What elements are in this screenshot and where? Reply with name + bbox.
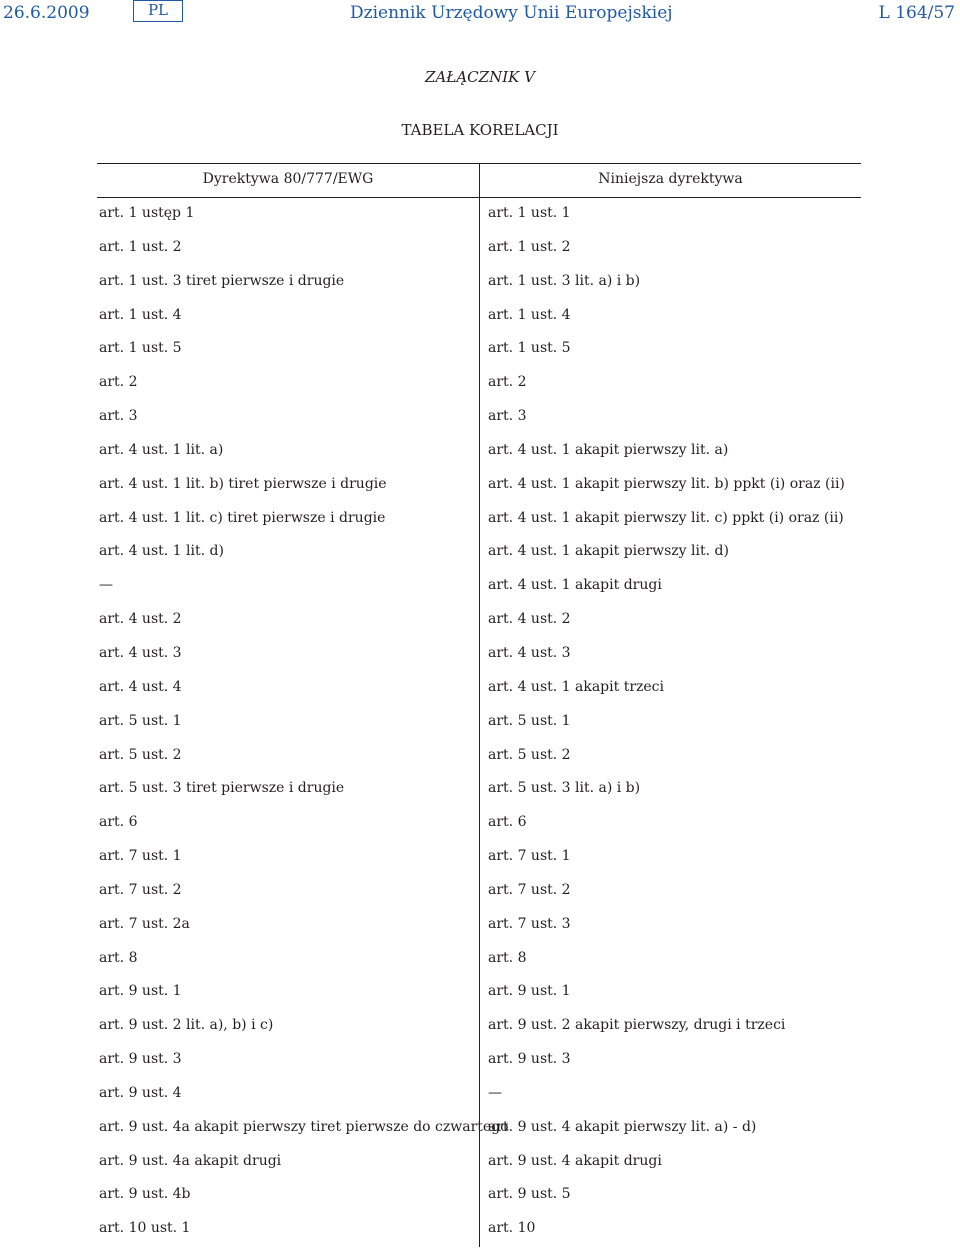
table-row [97, 645, 861, 679]
cell-new-directive: art. 9 ust. 5 [488, 1186, 571, 1203]
column-header-new-directive: Niniejsza dyrektywa [598, 171, 743, 187]
table-row [97, 408, 861, 442]
table-row [97, 205, 861, 239]
table-row [97, 374, 861, 408]
table-row [97, 1051, 861, 1085]
table-row [97, 307, 861, 341]
table-row [97, 273, 861, 307]
cell-new-directive: art. 9 ust. 4 akapit pierwszy lit. a) - d) [488, 1118, 757, 1135]
annex-title: ZAŁĄCZNIK V [425, 68, 535, 86]
cell-old-directive: art. 7 ust. 1 [99, 848, 182, 865]
table-row [97, 1153, 861, 1187]
cell-old-directive: art. 8 [99, 949, 138, 966]
table-row [97, 543, 861, 577]
table-row [97, 1119, 861, 1153]
cell-new-directive: art. 2 [488, 374, 527, 391]
cell-old-directive: art. 4 ust. 1 lit. a) [99, 441, 224, 458]
cell-new-directive: art. 1 ust. 3 lit. a) i b) [488, 272, 641, 289]
cell-old-directive: art. 4 ust. 1 lit. b) tiret pierwsze i drugie [99, 475, 387, 492]
cell-new-directive: art. 4 ust. 2 [488, 611, 571, 628]
cell-new-directive: art. 4 ust. 3 [488, 644, 571, 661]
cell-old-directive: art. 9 ust. 2 lit. a), b) i c) [99, 1017, 274, 1034]
cell-old-directive: art. 4 ust. 1 lit. d) [99, 543, 224, 560]
cell-old-directive: art. 4 ust. 2 [99, 611, 182, 628]
table-row [97, 882, 861, 916]
cell-new-directive: art. 3 [488, 408, 527, 425]
table-row [97, 340, 861, 374]
cell-old-directive: art. 5 ust. 3 tiret pierwsze i drugie [99, 780, 345, 797]
cell-old-directive: art. 4 ust. 4 [99, 678, 182, 695]
cell-old-directive: art. 7 ust. 2 [99, 881, 182, 898]
table-row [97, 713, 861, 747]
table-row [97, 983, 861, 1017]
table-body [97, 205, 861, 1254]
cell-new-directive: art. 4 ust. 1 akapit trzeci [488, 678, 664, 695]
table-row [97, 848, 861, 882]
cell-new-directive: art. 9 ust. 4 akapit drugi [488, 1152, 662, 1169]
cell-old-directive: art. 9 ust. 4a akapit pierwszy tiret pierwsze do czwartego [99, 1118, 509, 1135]
cell-old-directive: art. 3 [99, 408, 138, 425]
table-row [97, 916, 861, 950]
cell-old-directive: art. 7 ust. 2a [99, 915, 190, 932]
cell-new-directive: art. 4 ust. 1 akapit pierwszy lit. d) [488, 543, 729, 560]
cell-old-directive: art. 9 ust. 4b [99, 1186, 191, 1203]
table-row [97, 476, 861, 510]
cell-new-directive: art. 1 ust. 4 [488, 306, 571, 323]
cell-old-directive: art. 9 ust. 4a akapit drugi [99, 1152, 282, 1169]
table-title: TABELA KORELACJI [401, 121, 559, 139]
publication-date: 26.6.2009 [3, 3, 90, 23]
column-header-old-directive: Dyrektywa 80/777/EWG [202, 171, 374, 187]
cell-old-directive: art. 4 ust. 1 lit. c) tiret pierwsze i drugie [99, 509, 386, 526]
cell-new-directive: art. 8 [488, 949, 527, 966]
table-row [97, 814, 861, 848]
cell-new-directive: art. 4 ust. 1 akapit pierwszy lit. b) ppkt (i) oraz (ii) [488, 475, 845, 492]
cell-old-directive: art. 9 ust. 3 [99, 1051, 182, 1068]
cell-new-directive: art. 1 ust. 2 [488, 238, 571, 255]
cell-old-directive: art. 4 ust. 3 [99, 644, 182, 661]
cell-new-directive: art. 7 ust. 1 [488, 848, 571, 865]
table-row [97, 1017, 861, 1051]
cell-old-directive: art. 1 ust. 2 [99, 238, 182, 255]
cell-new-directive: art. 10 [488, 1220, 536, 1237]
cell-old-directive: art. 10 ust. 1 [99, 1220, 191, 1237]
cell-new-directive: art. 1 ust. 5 [488, 340, 571, 357]
cell-new-directive: art. 9 ust. 3 [488, 1051, 571, 1068]
cell-new-directive: art. 7 ust. 2 [488, 881, 571, 898]
cell-new-directive: — [488, 1084, 502, 1101]
table-row [97, 442, 861, 476]
cell-old-directive: — [99, 577, 113, 594]
table-row [97, 577, 861, 611]
page-header [0, 0, 960, 30]
cell-new-directive: art. 1 ust. 1 [488, 205, 571, 221]
table-row [97, 747, 861, 781]
correlation-table [97, 163, 861, 1247]
cell-old-directive: art. 5 ust. 1 [99, 712, 182, 729]
cell-old-directive: art. 1 ust. 5 [99, 340, 182, 357]
cell-new-directive: art. 9 ust. 1 [488, 983, 571, 1000]
cell-old-directive: art. 2 [99, 374, 138, 391]
cell-new-directive: art. 9 ust. 2 akapit pierwszy, drugi i trzeci [488, 1017, 786, 1034]
language-badge: PL [133, 0, 183, 22]
table-row [97, 239, 861, 273]
table-row [97, 679, 861, 713]
cell-old-directive: art. 1 ustęp 1 [99, 205, 195, 221]
cell-old-directive: art. 6 [99, 814, 138, 831]
table-row [97, 950, 861, 984]
journal-title: Dziennik Urzędowy Unii Europejskiej [350, 3, 673, 23]
table-row [97, 1085, 861, 1119]
table-row [97, 1186, 861, 1220]
table-row [97, 1220, 861, 1254]
table-row [97, 510, 861, 544]
cell-new-directive: art. 5 ust. 1 [488, 712, 571, 729]
table-row [97, 611, 861, 645]
cell-old-directive: art. 9 ust. 1 [99, 983, 182, 1000]
cell-old-directive: art. 5 ust. 2 [99, 746, 182, 763]
cell-new-directive: art. 4 ust. 1 akapit drugi [488, 577, 662, 594]
cell-old-directive: art. 1 ust. 3 tiret pierwsze i drugie [99, 272, 345, 289]
cell-new-directive: art. 7 ust. 3 [488, 915, 571, 932]
cell-new-directive: art. 5 ust. 2 [488, 746, 571, 763]
cell-new-directive: art. 4 ust. 1 akapit pierwszy lit. c) ppkt (i) oraz (ii) [488, 509, 844, 526]
cell-new-directive: art. 4 ust. 1 akapit pierwszy lit. a) [488, 441, 729, 458]
cell-old-directive: art. 1 ust. 4 [99, 306, 182, 323]
page-number: L 164/57 [878, 3, 955, 23]
cell-new-directive: art. 5 ust. 3 lit. a) i b) [488, 780, 641, 797]
table-row [97, 780, 861, 814]
cell-new-directive: art. 6 [488, 814, 527, 831]
cell-old-directive: art. 9 ust. 4 [99, 1084, 182, 1101]
